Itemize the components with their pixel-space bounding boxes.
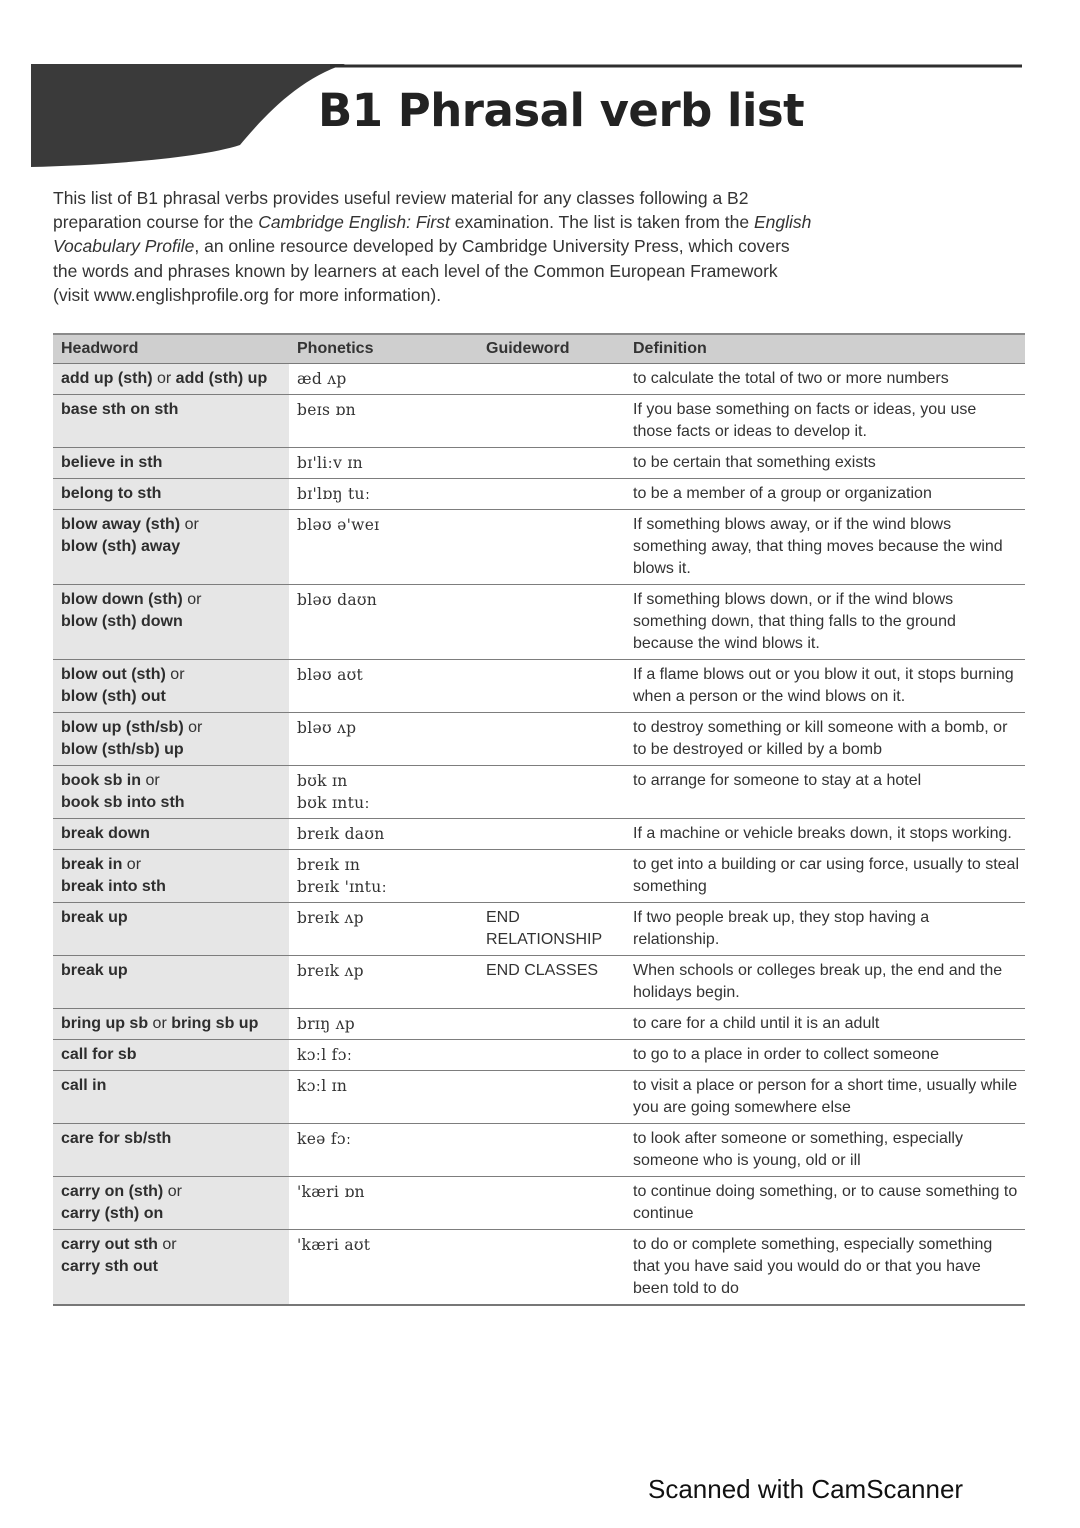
headword-phrase: blow up (sth/sb)	[61, 719, 184, 736]
cell-guideword	[478, 850, 625, 903]
headword-phrase: add up (sth)	[61, 370, 153, 387]
cell-definition: to calculate the total of two or more numbers	[625, 364, 1025, 395]
phonetic-transcription: 'kæri aʊt	[297, 1236, 371, 1254]
headword-phrase: blow (sth) out	[61, 688, 166, 705]
table-header	[53, 334, 1025, 364]
cell-phonetics	[289, 1230, 478, 1306]
headword-phrase: carry out sth	[61, 1236, 158, 1253]
phonetic-transcription: breɪk ɪn	[297, 856, 361, 874]
cell-phonetics	[289, 819, 478, 850]
cell-phonetics	[289, 1071, 478, 1124]
cell-headword	[53, 1009, 289, 1040]
headword-connector: or	[152, 370, 176, 387]
headword-phrase: book sb in	[61, 772, 141, 789]
headword-phrase: blow out (sth)	[61, 666, 166, 683]
cell-guideword: END RELATIONSHIP	[478, 903, 625, 956]
cell-definition: If something blows away, or if the wind blows something away, that thing moves because the wind blows it.	[625, 510, 1025, 585]
table-body	[53, 364, 1025, 1306]
phonetic-transcription: breɪk ʌp	[297, 909, 364, 927]
cell-guideword	[478, 395, 625, 448]
cell-headword	[53, 448, 289, 479]
table-row	[53, 479, 1025, 510]
table-row	[53, 1230, 1025, 1306]
headword-phrase: care for sb/sth	[61, 1130, 172, 1147]
cell-headword	[53, 903, 289, 956]
headword-connector: or	[141, 772, 160, 789]
phrasal-verb-table-container	[53, 333, 1025, 1306]
header-headword: Headword	[53, 334, 289, 364]
headword-phrase: belong to sth	[61, 485, 162, 502]
cell-headword	[53, 956, 289, 1009]
table-row	[53, 1040, 1025, 1071]
headword-phrase: carry sth out	[61, 1258, 158, 1275]
cell-definition: to visit a place or person for a short time, usually while you are going somewhere else	[625, 1071, 1025, 1124]
cell-headword	[53, 479, 289, 510]
header-guideword: Guideword	[478, 334, 625, 364]
cell-definition: If you base something on facts or ideas, you use those facts or ideas to develop it.	[625, 395, 1025, 448]
table-row	[53, 510, 1025, 585]
cell-phonetics	[289, 1124, 478, 1177]
phonetic-transcription: bləʊ ə'weɪ	[297, 516, 380, 534]
cell-definition: to care for a child until it is an adult	[625, 1009, 1025, 1040]
cell-phonetics	[289, 479, 478, 510]
cell-headword	[53, 510, 289, 585]
cell-phonetics	[289, 713, 478, 766]
phonetic-transcription: kɔːl ɪn	[297, 1077, 348, 1095]
headword-phrase: blow (sth/sb) up	[61, 741, 184, 758]
table-row	[53, 364, 1025, 395]
phonetic-transcription: keə fɔː	[297, 1130, 352, 1148]
cell-guideword	[478, 1009, 625, 1040]
phonetic-transcription: æd ʌp	[297, 370, 347, 388]
table-row	[53, 903, 1025, 956]
cell-guideword	[478, 713, 625, 766]
headword-phrase: base sth on sth	[61, 401, 179, 418]
headword-phrase: bring up sb	[61, 1015, 149, 1032]
cell-definition: If a flame blows out or you blow it out, it stops burning when a person or the wind blows on it.	[625, 660, 1025, 713]
headword-phrase: blow away (sth)	[61, 516, 181, 533]
intro-text-2: examination. The list is taken from the	[449, 212, 754, 233]
cell-guideword	[478, 1230, 625, 1306]
cell-guideword	[478, 660, 625, 713]
table-row	[53, 395, 1025, 448]
cell-phonetics	[289, 1040, 478, 1071]
table-row	[53, 850, 1025, 903]
headword-connector: or	[148, 1015, 172, 1032]
phrasal-verb-table	[53, 333, 1025, 1306]
cell-phonetics	[289, 585, 478, 660]
cell-definition: to go to a place in order to collect someone	[625, 1040, 1025, 1071]
cell-phonetics	[289, 903, 478, 956]
phonetic-transcription: brɪŋ ʌp	[297, 1015, 355, 1033]
phonetic-transcription: 'kæri ɒn	[297, 1183, 365, 1201]
phonetic-transcription: beɪs ɒn	[297, 401, 356, 419]
intro-italic-exam: Cambridge English: First	[258, 212, 450, 233]
cell-definition: When schools or colleges break up, the end and the holidays begin.	[625, 956, 1025, 1009]
phonetic-transcription: bləʊ aʊt	[297, 666, 364, 684]
table-row	[53, 956, 1025, 1009]
cell-guideword	[478, 585, 625, 660]
table-row	[53, 1124, 1025, 1177]
headword-phrase: call for sb	[61, 1046, 137, 1063]
header-phonetics: Phonetics	[289, 334, 478, 364]
headword-connector: or	[165, 666, 185, 683]
headword-phrase: bring sb up	[171, 1015, 259, 1032]
headword-phrase: book sb into sth	[61, 794, 185, 811]
cell-definition: to get into a building or car using force, usually to steal something	[625, 850, 1025, 903]
page-title: B1 Phrasal verb list	[318, 84, 805, 137]
cell-definition: to continue doing something, or to cause something to continue	[625, 1177, 1025, 1230]
intro-text-3: , an online resource developed by Cambridge University Press, which covers the words and phrases known by learners at each level of the Common European Framework (visit www.englishprofile.org for more information).	[53, 236, 790, 305]
cell-definition: If a machine or vehicle breaks down, it stops working.	[625, 819, 1025, 850]
cell-guideword	[478, 766, 625, 819]
headword-phrase: carry (sth) on	[61, 1205, 164, 1222]
headword-connector: or	[157, 1236, 177, 1253]
cell-headword	[53, 1040, 289, 1071]
cell-headword	[53, 1124, 289, 1177]
phonetic-transcription: breɪk ʌp	[297, 962, 364, 980]
banner-swoosh	[31, 64, 345, 167]
header-definition: Definition	[625, 334, 1025, 364]
cell-phonetics	[289, 448, 478, 479]
cell-headword	[53, 850, 289, 903]
cell-guideword	[478, 1124, 625, 1177]
cell-headword	[53, 1071, 289, 1124]
intro-paragraph	[53, 186, 813, 307]
table-row	[53, 660, 1025, 713]
headword-phrase: break in	[61, 856, 123, 873]
headword-phrase: blow down (sth)	[61, 591, 183, 608]
cell-headword	[53, 585, 289, 660]
cell-headword	[53, 766, 289, 819]
cell-phonetics	[289, 1009, 478, 1040]
cell-headword	[53, 713, 289, 766]
headword-phrase: blow (sth) away	[61, 538, 181, 555]
cell-headword	[53, 660, 289, 713]
table-row	[53, 819, 1025, 850]
cell-headword	[53, 395, 289, 448]
cell-phonetics	[289, 850, 478, 903]
cell-headword	[53, 1177, 289, 1230]
cell-guideword	[478, 479, 625, 510]
cell-phonetics	[289, 364, 478, 395]
cell-definition: to be certain that something exists	[625, 448, 1025, 479]
headword-phrase: break up	[61, 962, 128, 979]
headword-phrase: call in	[61, 1077, 107, 1094]
cell-guideword: END CLASSES	[478, 956, 625, 1009]
table-row	[53, 713, 1025, 766]
scanner-watermark: Scanned with CamScanner	[648, 1474, 964, 1504]
cell-guideword	[478, 1071, 625, 1124]
headword-connector: or	[182, 591, 202, 608]
cell-headword	[53, 1230, 289, 1306]
headword-phrase: believe in sth	[61, 454, 163, 471]
cell-definition: to look after someone or something, especially someone who is young, old or ill	[625, 1124, 1025, 1177]
headword-phrase: break into sth	[61, 878, 166, 895]
headword-phrase: break down	[61, 825, 150, 842]
intro-italic-profile: English Vocabulary Profile	[53, 212, 812, 257]
cell-phonetics	[289, 956, 478, 1009]
cell-headword	[53, 819, 289, 850]
intro-text-1: This list of B1 phrasal verbs provides useful review material for any classes following a B2 preparation course for the	[53, 188, 749, 233]
table-row	[53, 448, 1025, 479]
cell-definition: If two people break up, they stop having a relationship.	[625, 903, 1025, 956]
table-row	[53, 1177, 1025, 1230]
headword-phrase: carry on (sth)	[61, 1183, 164, 1200]
cell-definition: to be a member of a group or organization	[625, 479, 1025, 510]
table-row	[53, 766, 1025, 819]
cell-definition: If something blows down, or if the wind blows something down, that thing falls to the ground because the wind blows it.	[625, 585, 1025, 660]
phonetic-transcription: kɔːl fɔː	[297, 1046, 353, 1064]
table-header-row	[53, 334, 1025, 364]
cell-phonetics	[289, 766, 478, 819]
phonetic-transcription: breɪk daʊn	[297, 825, 385, 843]
headword-phrase: break up	[61, 909, 128, 926]
headword-phrase: blow (sth) down	[61, 613, 183, 630]
phonetic-transcription: breɪk 'ɪntuː	[297, 878, 388, 896]
headword-connector: or	[122, 856, 142, 873]
cell-guideword	[478, 510, 625, 585]
cell-guideword	[478, 1040, 625, 1071]
phonetic-transcription: bləʊ daʊn	[297, 591, 378, 609]
phonetic-transcription: bɪ'liːv ɪn	[297, 454, 363, 472]
cell-phonetics	[289, 1177, 478, 1230]
cell-guideword	[478, 1177, 625, 1230]
cell-guideword	[478, 448, 625, 479]
cell-phonetics	[289, 660, 478, 713]
cell-definition: to arrange for someone to stay at a hotel	[625, 766, 1025, 819]
table-row	[53, 585, 1025, 660]
table-row	[53, 1009, 1025, 1040]
phonetic-transcription: bʊk ɪn	[297, 772, 348, 790]
cell-guideword	[478, 364, 625, 395]
phonetic-transcription: bləʊ ʌp	[297, 719, 357, 737]
headword-phrase: add (sth) up	[175, 370, 268, 387]
headword-connector: or	[180, 516, 199, 533]
table-row	[53, 1071, 1025, 1124]
cell-definition: to destroy something or kill someone with a bomb, or to be destroyed or killed by a bomb	[625, 713, 1025, 766]
headword-connector: or	[163, 1183, 182, 1200]
cell-phonetics	[289, 395, 478, 448]
phonetic-transcription: bʊk ɪntuː	[297, 794, 370, 812]
cell-definition: to do or complete something, especially something that you have said you would do or that you have been told to do	[625, 1230, 1025, 1306]
cell-headword	[53, 364, 289, 395]
phonetic-transcription: bɪ'lɒŋ tuː	[297, 485, 371, 503]
headword-connector: or	[183, 719, 203, 736]
cell-phonetics	[289, 510, 478, 585]
cell-guideword	[478, 819, 625, 850]
